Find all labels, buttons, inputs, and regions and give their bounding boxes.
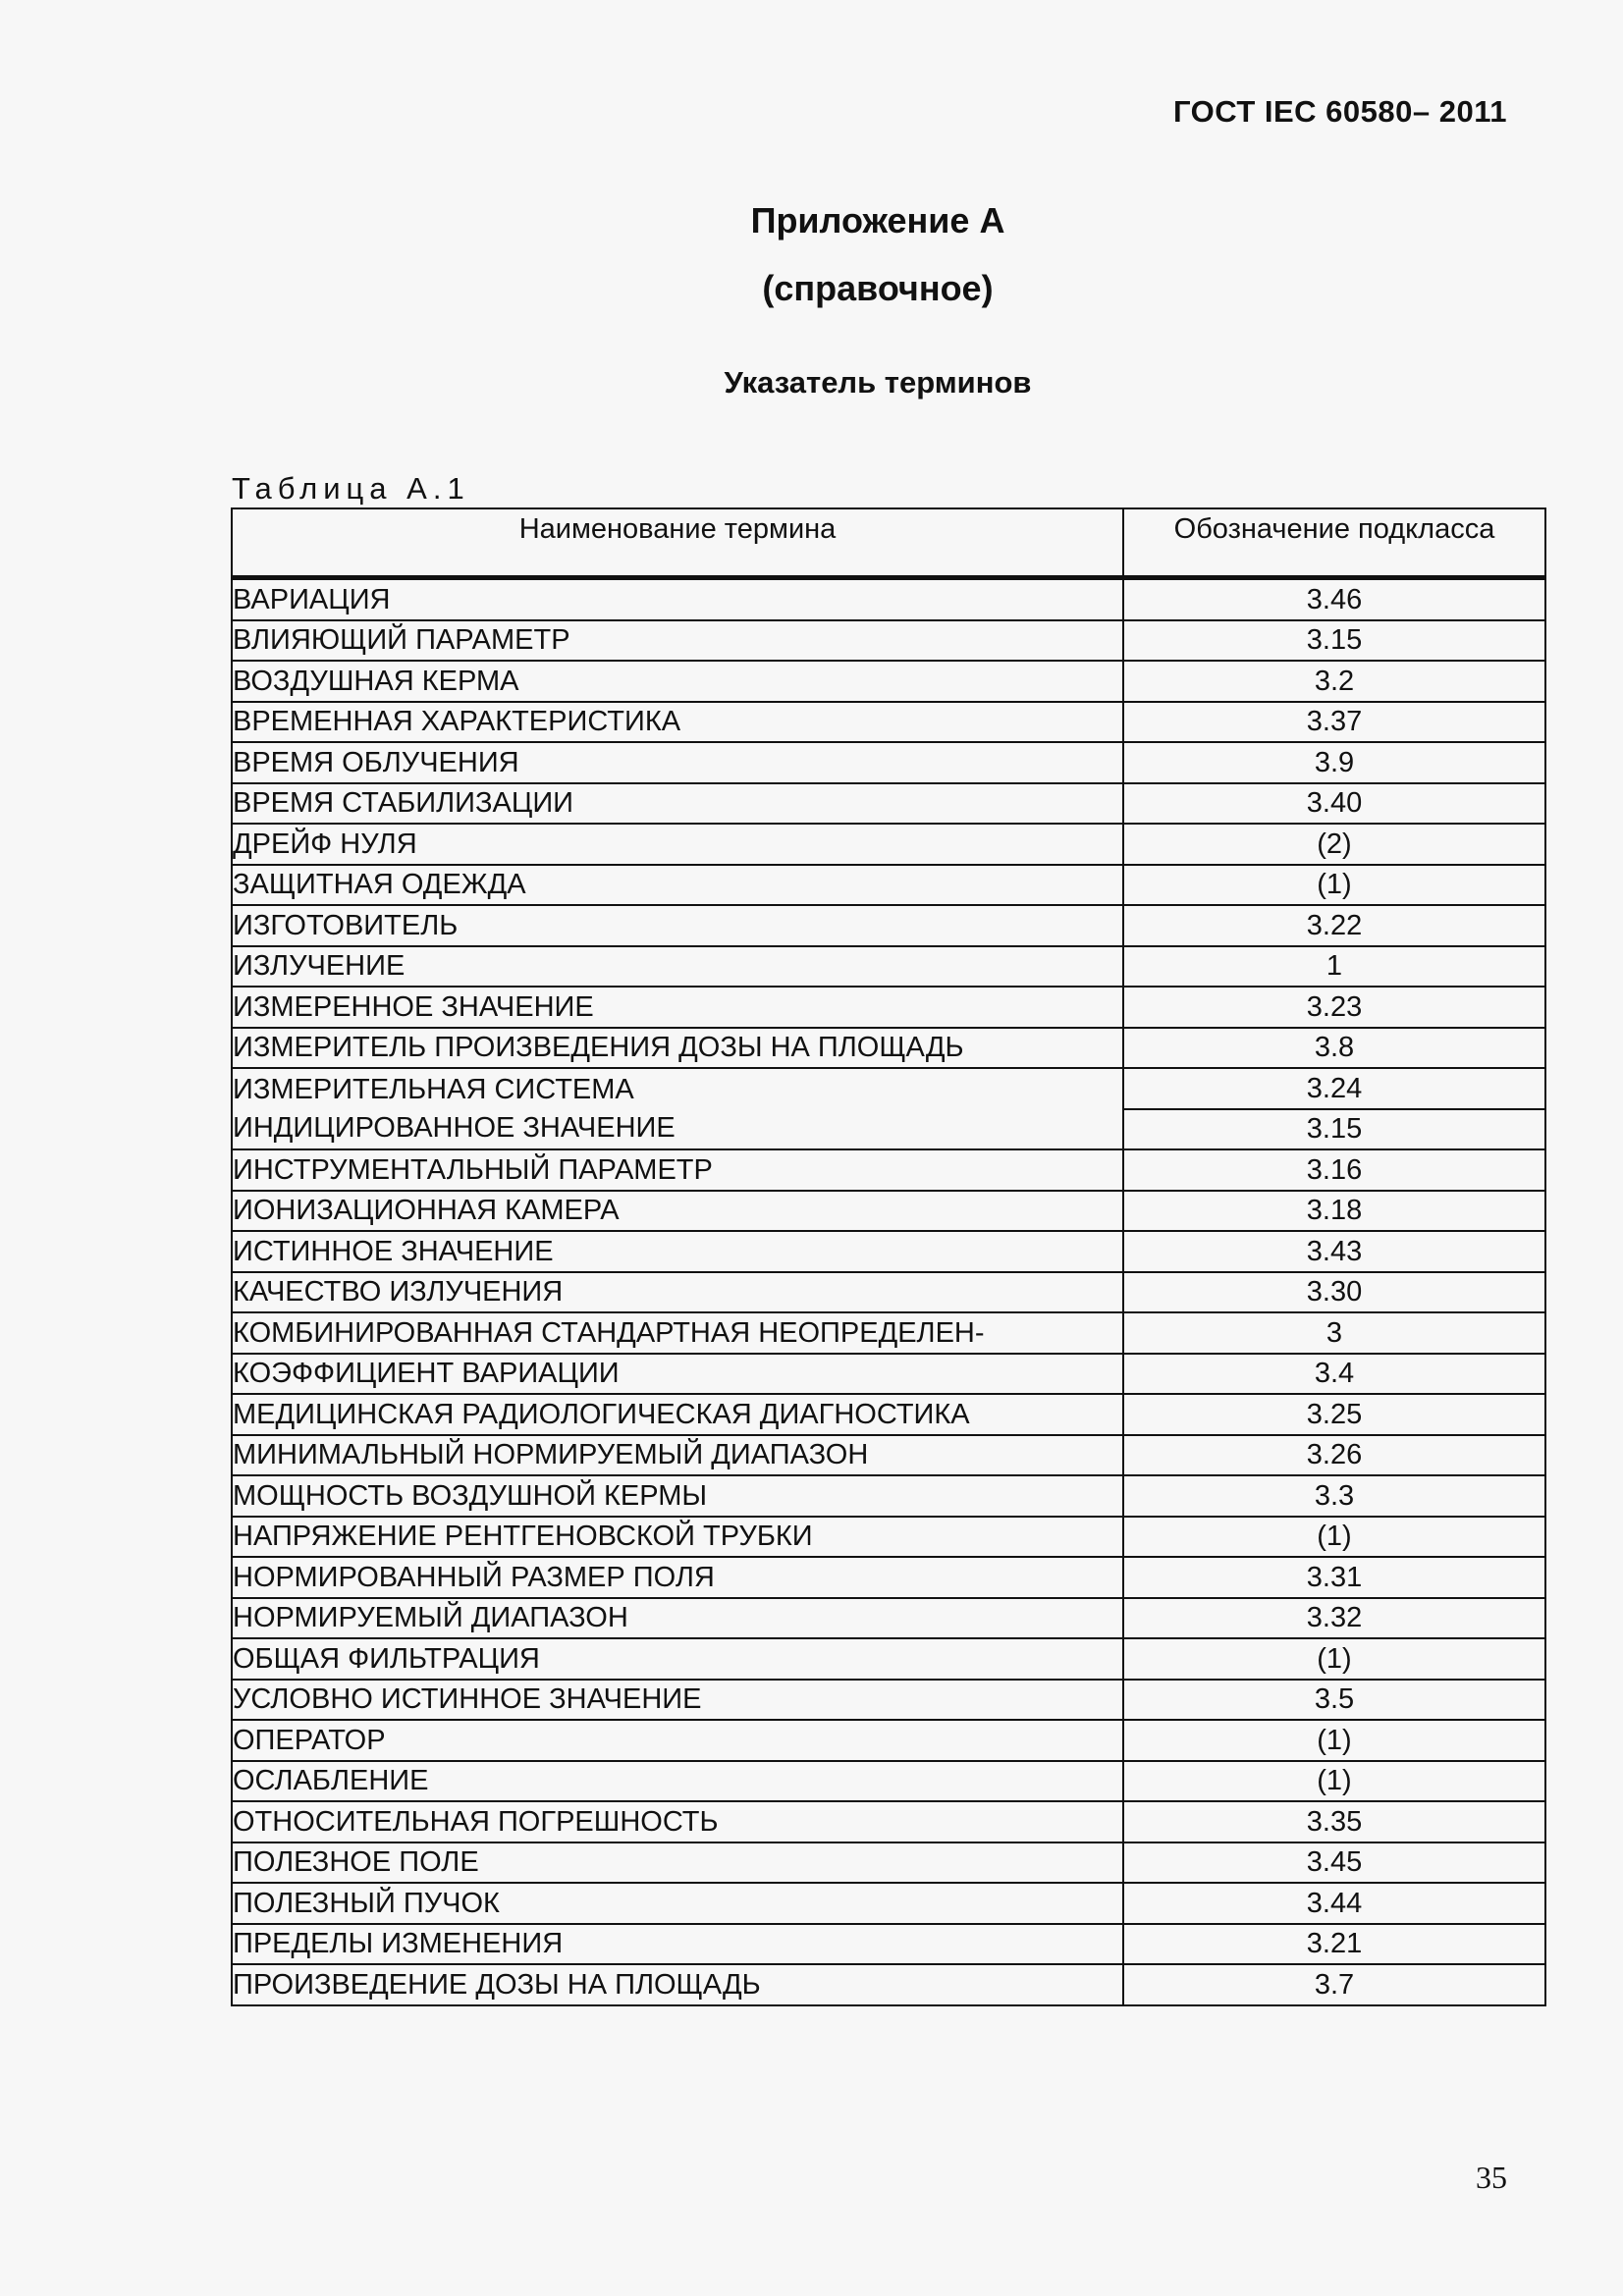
table-row <box>232 1435 1545 1476</box>
table-row <box>232 1801 1545 1842</box>
code-cell: 3.45 <box>1123 1842 1545 1884</box>
code-cell: 3.46 <box>1123 578 1545 620</box>
code-cell: 3.31 <box>1123 1557 1545 1598</box>
code-cell: (1) <box>1123 1720 1545 1761</box>
code-cell: 3.22 <box>1123 905 1545 946</box>
code-cell: 3.9 <box>1123 742 1545 783</box>
term-cell: ОСЛАБЛЕНИЕ <box>232 1761 1123 1802</box>
table-row <box>232 620 1545 662</box>
table-row <box>232 1883 1545 1924</box>
term-cell-merged <box>232 1068 1123 1149</box>
term-cell: ДРЕЙФ НУЛЯ <box>232 824 1123 865</box>
term-cell: ОБЩАЯ ФИЛЬТРАЦИЯ <box>232 1638 1123 1680</box>
code-cell: 3.23 <box>1123 987 1545 1028</box>
term-cell: МЕДИЦИНСКАЯ РАДИОЛОГИЧЕСКАЯ ДИАГНОСТИКА <box>232 1394 1123 1435</box>
term-cell: КОМБИНИРОВАННАЯ СТАНДАРТНАЯ НЕОПРЕДЕЛЕН- <box>232 1312 1123 1354</box>
table-row <box>232 1191 1545 1232</box>
table-row <box>232 1475 1545 1517</box>
code-cell: 3.8 <box>1123 1028 1545 1069</box>
term-cell: ВРЕМЕННАЯ ХАРАКТЕРИСТИКА <box>232 702 1123 743</box>
term-cell: МОЩНОСТЬ ВОЗДУШНОЙ КЕРМЫ <box>232 1475 1123 1517</box>
code-cell: 3.15 <box>1123 1109 1545 1150</box>
code-cell: 3.4 <box>1123 1354 1545 1395</box>
code-cell: (2) <box>1123 824 1545 865</box>
term-cell: НАПРЯЖЕНИЕ РЕНТГЕНОВСКОЙ ТРУБКИ <box>232 1517 1123 1558</box>
term-cell: ИЗЛУЧЕНИЕ <box>232 946 1123 988</box>
column-header-term: Наименование термина <box>232 508 1123 578</box>
table-row <box>232 1964 1545 2005</box>
code-cell: 3.21 <box>1123 1924 1545 1965</box>
table-row <box>232 1761 1545 1802</box>
code-cell: 3.30 <box>1123 1272 1545 1313</box>
table-header-row <box>232 508 1545 578</box>
term-cell: ВОЗДУШНАЯ КЕРМА <box>232 661 1123 702</box>
merged-term-a: ИЗМЕРИТЕЛЬНАЯ СИСТЕМА <box>233 1073 634 1105</box>
table-row <box>232 1517 1545 1558</box>
terms-table <box>231 507 1546 2006</box>
table-row <box>232 1557 1545 1598</box>
code-cell: 3.32 <box>1123 1598 1545 1639</box>
code-cell: (1) <box>1123 1638 1545 1680</box>
term-cell: КОЭФФИЦИЕНТ ВАРИАЦИИ <box>232 1354 1123 1395</box>
code-cell: (1) <box>1123 1517 1545 1558</box>
document-code: ГОСТ IEC 60580– 2011 <box>1172 94 1507 129</box>
code-cell: 3.43 <box>1123 1231 1545 1272</box>
term-cell: ИЗМЕРЕННОЕ ЗНАЧЕНИЕ <box>232 987 1123 1028</box>
code-cell: 3.5 <box>1123 1680 1545 1721</box>
table-row <box>232 1231 1545 1272</box>
term-cell: ИНСТРУМЕНТАЛЬНЫЙ ПАРАМЕТР <box>232 1149 1123 1191</box>
term-cell: НОРМИРОВАННЫЙ РАЗМЕР ПОЛЯ <box>232 1557 1123 1598</box>
table-row <box>232 1924 1545 1965</box>
table-row <box>232 987 1545 1028</box>
table-row <box>232 1394 1545 1435</box>
table-row <box>232 1842 1545 1884</box>
table-row <box>232 1149 1545 1191</box>
term-cell: ПРОИЗВЕДЕНИЕ ДОЗЫ НА ПЛОЩАДЬ <box>232 1964 1123 2005</box>
annex-subtitle: (справочное) <box>762 268 994 308</box>
column-header-code: Обозначение подкласса <box>1123 508 1545 578</box>
table-row <box>232 1312 1545 1354</box>
term-cell: ИСТИННОЕ ЗНАЧЕНИЕ <box>232 1231 1123 1272</box>
table-row <box>232 1272 1545 1313</box>
table-row <box>232 824 1545 865</box>
code-cell: 3.40 <box>1123 783 1545 825</box>
code-cell: 3.44 <box>1123 1883 1545 1924</box>
table-row <box>232 742 1545 783</box>
table-row <box>232 1638 1545 1680</box>
term-cell: ИОНИЗАЦИОННАЯ КАМЕРА <box>232 1191 1123 1232</box>
term-cell: ВРЕМЯ СТАБИЛИЗАЦИИ <box>232 783 1123 825</box>
term-cell: ИЗМЕРИТЕЛЬ ПРОИЗВЕДЕНИЯ ДОЗЫ НА ПЛОЩАДЬ <box>232 1028 1123 1069</box>
table-row <box>232 1068 1545 1109</box>
term-cell: МИНИМАЛЬНЫЙ НОРМИРУЕМЫЙ ДИАПАЗОН <box>232 1435 1123 1476</box>
code-cell: (1) <box>1123 865 1545 906</box>
table-row <box>232 661 1545 702</box>
code-cell: 1 <box>1123 946 1545 988</box>
term-cell: ПОЛЕЗНЫЙ ПУЧОК <box>232 1883 1123 1924</box>
code-cell: 3.37 <box>1123 702 1545 743</box>
code-cell: 3.3 <box>1123 1475 1545 1517</box>
term-cell: УСЛОВНО ИСТИННОЕ ЗНАЧЕНИЕ <box>232 1680 1123 1721</box>
term-cell: ПОЛЕЗНОЕ ПОЛЕ <box>232 1842 1123 1884</box>
term-cell: ЗАЩИТНАЯ ОДЕЖДА <box>232 865 1123 906</box>
table-body <box>232 578 1545 2005</box>
code-cell: 3.25 <box>1123 1394 1545 1435</box>
term-cell: ИЗГОТОВИТЕЛЬ <box>232 905 1123 946</box>
term-cell: КАЧЕСТВО ИЗЛУЧЕНИЯ <box>232 1272 1123 1313</box>
page-number: 35 <box>1476 2160 1507 2195</box>
table-row <box>232 1598 1545 1639</box>
merged-term-b: ИНДИЦИРОВАННОЕ ЗНАЧЕНИЕ <box>233 1111 676 1144</box>
code-cell: 3.16 <box>1123 1149 1545 1191</box>
table-row <box>232 946 1545 988</box>
term-cell: ВРЕМЯ ОБЛУЧЕНИЯ <box>232 742 1123 783</box>
code-cell: 3 <box>1123 1312 1545 1354</box>
table-row <box>232 865 1545 906</box>
table-row <box>232 702 1545 743</box>
term-cell: ПРЕДЕЛЫ ИЗМЕНЕНИЯ <box>232 1924 1123 1965</box>
code-cell: 3.15 <box>1123 620 1545 662</box>
code-cell: 3.26 <box>1123 1435 1545 1476</box>
table-row <box>232 578 1545 620</box>
table-row <box>232 783 1545 825</box>
term-cell: ОПЕРАТОР <box>232 1720 1123 1761</box>
code-cell: (1) <box>1123 1761 1545 1802</box>
table-row <box>232 1028 1545 1069</box>
term-cell: ВАРИАЦИЯ <box>232 578 1123 620</box>
code-cell: 3.2 <box>1123 661 1545 702</box>
term-cell: ОТНОСИТЕЛЬНАЯ ПОГРЕШНОСТЬ <box>232 1801 1123 1842</box>
index-title: Указатель терминов <box>724 365 1032 400</box>
table-row <box>232 1680 1545 1721</box>
term-cell: НОРМИРУЕМЫЙ ДИАПАЗОН <box>232 1598 1123 1639</box>
table-caption: Таблица А.1 <box>232 471 470 506</box>
table-row <box>232 1720 1545 1761</box>
annex-title: Приложение А <box>750 200 1005 240</box>
table-row <box>232 905 1545 946</box>
code-cell: 3.24 <box>1123 1068 1545 1109</box>
code-cell: 3.35 <box>1123 1801 1545 1842</box>
term-cell: ВЛИЯЮЩИЙ ПАРАМЕТР <box>232 620 1123 662</box>
table-row <box>232 1354 1545 1395</box>
code-cell: 3.18 <box>1123 1191 1545 1232</box>
code-cell: 3.7 <box>1123 1964 1545 2005</box>
